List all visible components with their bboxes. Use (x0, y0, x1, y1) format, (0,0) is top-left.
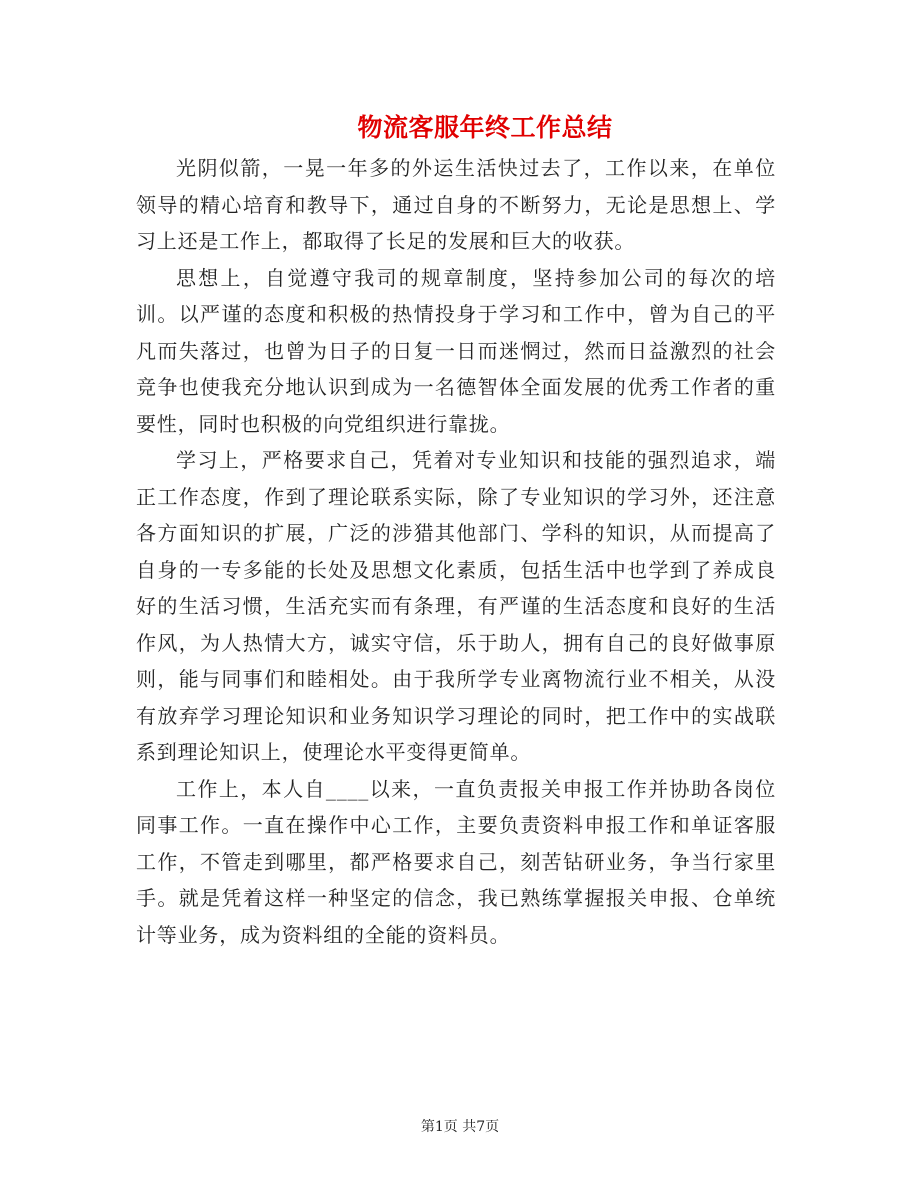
page-footer: 第1页 共7页 (420, 1119, 500, 1135)
paragraph-study: 学习上，严格要求自己，凭着对专业知识和技能的强烈追求，端正工作态度，作到了理论联系实际，除了专业知识的学习外，还注意各方面知识的扩展，广泛的涉猎其他部门、学科的知识，从而提高了自身的一专多能的长处及思想文化素质，包括生活中也学到了养成良好的生活习惯，生活充实而有条理，有严谨的生活态度和良好的生活作风，为人热情大方，诚实守信，乐于助人，拥有自己的良好做事原则，能与同事们和睦相处。由于我所学专业离物流行业不相关，从没有放弃学习理论知识和业务知识学习理论的同时，把工作中的实战联系到理论知识上，使理论水平变得更简单。 (136, 448, 776, 764)
document-title: 物流客服年终工作总结 (357, 113, 613, 142)
paragraph-work: 工作上，本人自____以来，一直负责报关申报工作并协助各岗位同事工作。一直在操作中心工作，主要负责资料申报工作和单证客服工作，不管走到哪里，都严格要求自己，刻苦钻研业务，争当行家里手。就是凭着这样一种坚定的信念，我已熟练掌握报关申报、仓单统计等业务，成为资料组的全能的资料员。 (136, 776, 776, 947)
paragraph-intro: 光阴似箭，一晃一年多的外运生活快过去了，工作以来，在单位领导的精心培育和教导下，通过自身的不断努力，无论是思想上、学习上还是工作上，都取得了长足的发展和巨大的收获。 (136, 156, 776, 253)
paragraph-thought: 思想上，自觉遵守我司的规章制度，坚持参加公司的每次的培训。以严谨的态度和积极的热情投身于学习和工作中，曾为自己的平凡而失落过，也曾为日子的日复一日而迷惘过，然而日益激烈的社会竞争也使我充分地认识到成为一名德智体全面发展的优秀工作者的重要性，同时也积极的向党组织进行靠拢。 (136, 265, 776, 436)
document-body (136, 150, 776, 953)
